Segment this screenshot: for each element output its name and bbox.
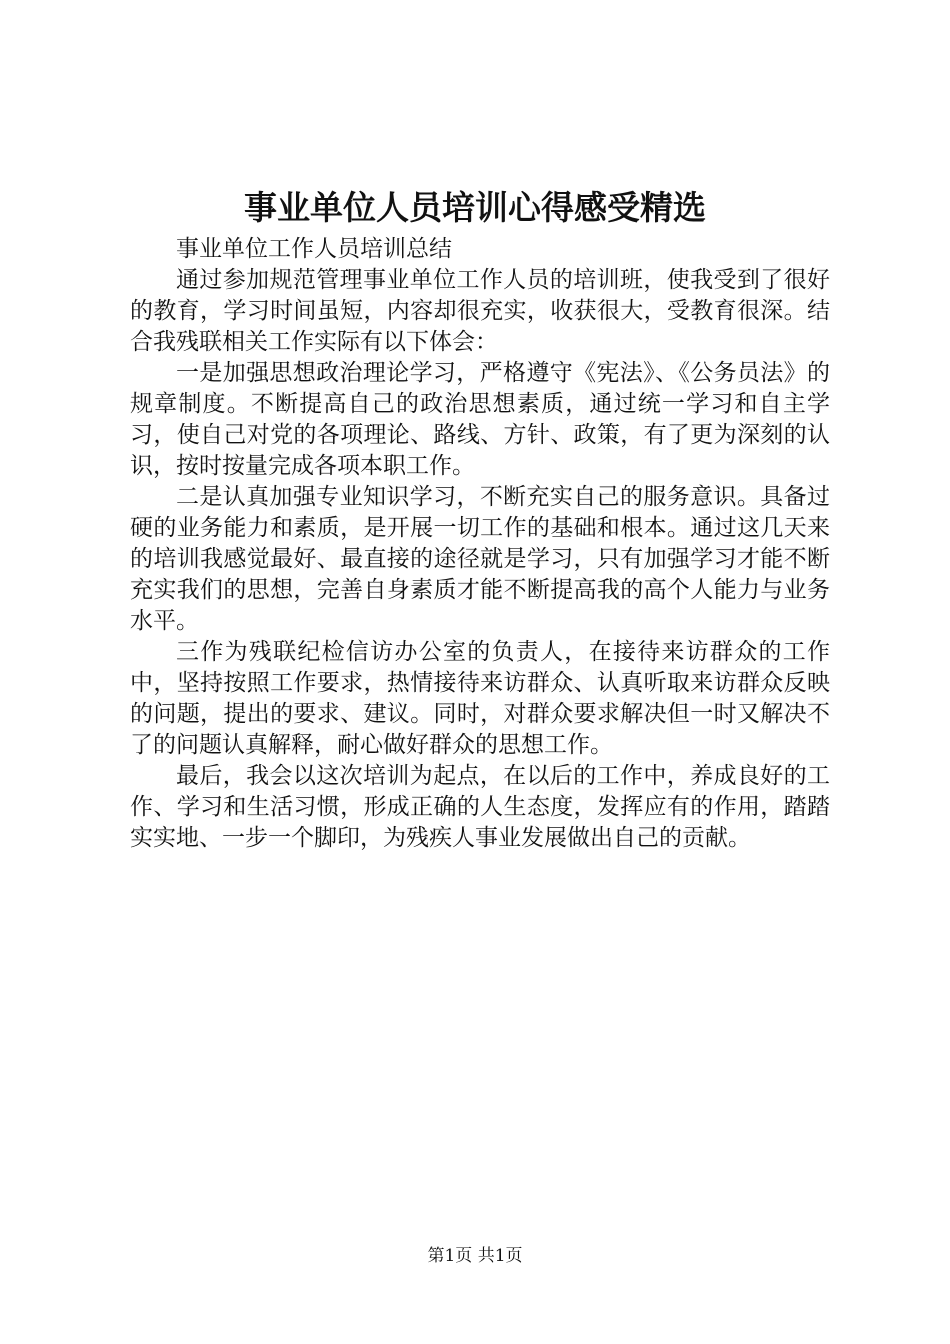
paragraph-intro: 通过参加规范管理事业单位工作人员的培训班，使我受到了很好的教育，学习时间虽短，内容却很充实，收获很大，受教育很深。结合我残联相关工作实际有以下体会： [130, 267, 830, 355]
document-body [130, 234, 830, 854]
paragraph-point-three: 三作为残联纪检信访办公室的负责人，在接待来访群众的工作中，坚持按照工作要求，热情接待来访群众、认真听取来访群众反映的问题，提出的要求、建议。同时，对群众要求解决但一时又解决不了的问题认真解释，耐心做好群众的思想工作。 [130, 639, 830, 758]
paragraph-point-two: 二是认真加强专业知识学习，不断充实自己的服务意识。具备过硬的业务能力和素质，是开展一切工作的基础和根本。通过这几天来的培训我感觉最好、最直接的途径就是学习，只有加强学习才能不断充实我们的思想，完善自身素质才能不断提高我的高个人能力与业务水平。 [130, 484, 830, 634]
paragraph-conclusion: 最后，我会以这次培训为起点，在以后的工作中，养成良好的工作、学习和生活习惯，形成正确的人生态度，发挥应有的作用，踏踏实实地、一步一个脚印，为残疾人事业发展做出自己的贡献。 [130, 763, 830, 851]
paragraph-subtitle: 事业单位工作人员培训总结 [176, 236, 452, 262]
document-title: 事业单位人员培训心得感受精选 [244, 188, 706, 227]
page-footer: 第1页 共1页 [427, 1246, 523, 1266]
paragraph-point-one: 一是加强思想政治理论学习，严格遵守《宪法》、《公务员法》的规章制度。不断提高自己的政治思想素质，通过统一学习和自主学习，使自己对党的各项理论、路线、方针、政策，有了更为深刻的认识，按时按量完成各项本职工作。 [130, 360, 830, 479]
